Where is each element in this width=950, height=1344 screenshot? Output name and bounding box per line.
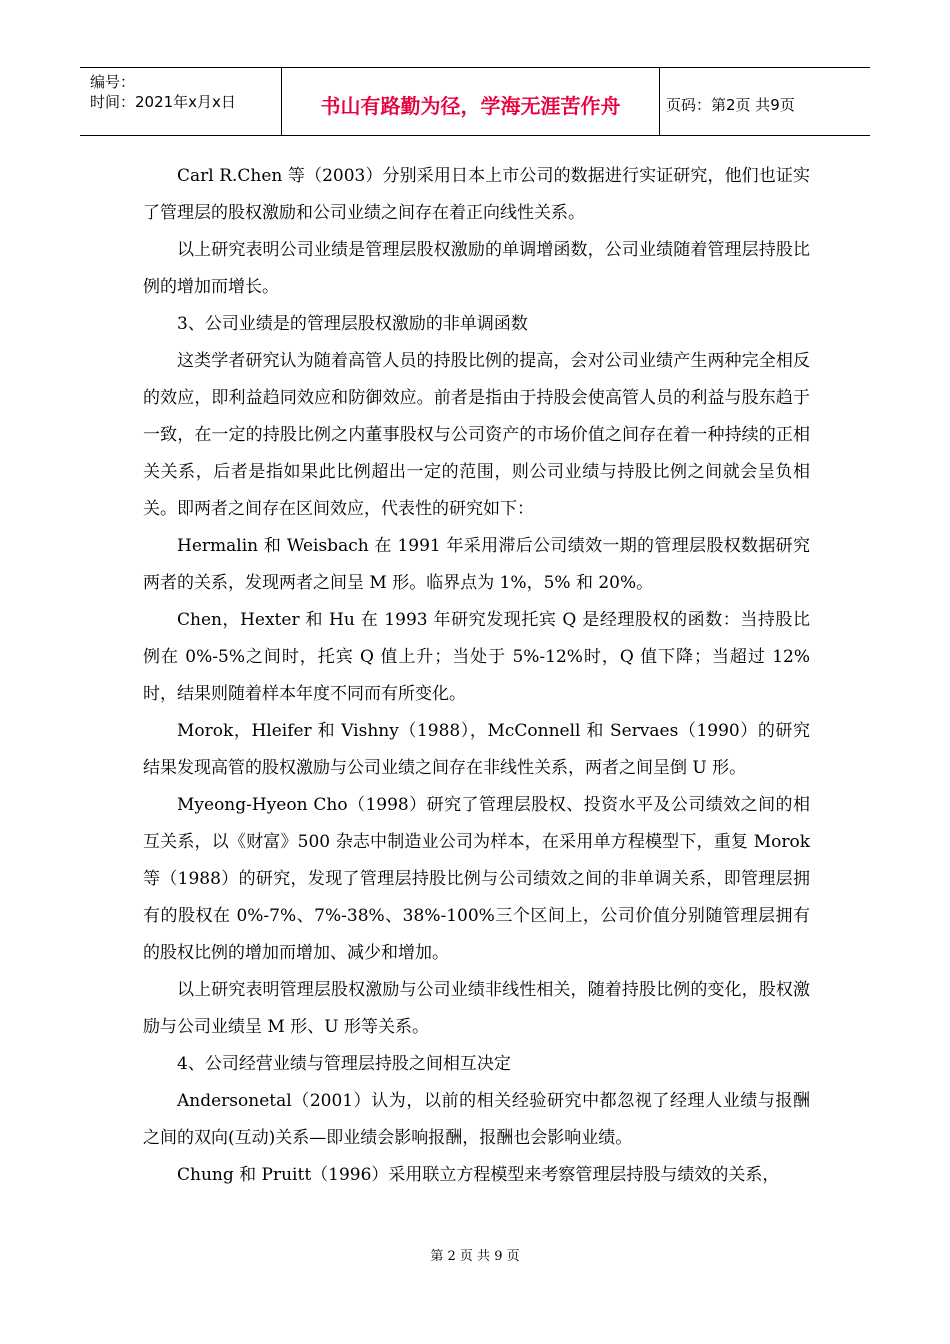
paragraph: 以上研究表明管理层股权激励与公司业绩非线性相关，随着持股比例的变化，股权激励与公司业绩呈 M 形、U 形等关系。 <box>143 980 810 1037</box>
paragraph: Hermalin 和 Weisbach 在 1991 年采用滞后公司绩效一期的管理层股权数据研究两者的关系，发现两者之间呈 M 形。临界点为 1%，5% 和 20%。 <box>143 536 810 593</box>
header-meta <box>80 68 282 135</box>
paragraph: Chen，Hexter 和 Hu 在 1993 年研究发现托宾 Q 是经理股权的函数：当持股比例在 0%-5%之间时，托宾 Q 值上升；当处于 5%-12%时，Q 值下降；当超过 12%时，结果则随着样本年度不同而有所变化。 <box>143 610 810 704</box>
section-heading: 4、公司经营业绩与管理层持股之间相互决定 <box>177 1054 511 1074</box>
paragraph: Andersonetal（2001）认为，以前的相关经验研究中都忽视了经理人业绩与报酬之间的双向(互动)关系—即业绩会影响报酬，报酬也会影响业绩。 <box>143 1091 810 1148</box>
paragraph: 这类学者研究认为随着高管人员的持股比例的提高，会对公司业绩产生两种完全相反的效应，即利益趋同效应和防御效应。前者是指由于持股会使高管人员的利益与股东趋于一致，在一定的持股比例之内董事股权与公司资产的市场价值之间存在着一种持续的正相关关系，后者是指如果此比例超出一定的范围，则公司业绩与持股比例之间就会呈负相关。即两者之间存在区间效应，代表性的研究如下： <box>143 351 810 519</box>
document-date: 时间：2021年x月x日 <box>90 93 236 111</box>
section-heading: 3、公司业绩是的管理层股权激励的非单调函数 <box>177 314 528 334</box>
paragraph: Morok，Hleifer 和 Vishny（1988），McConnell 和 Servaes（1990）的研究结果发现高管的股权激励与公司业绩之间存在非线性关系，两者之间呈倒 U 形。 <box>143 721 810 778</box>
document-code-label: 编号： <box>90 73 136 91</box>
paragraph: Chung 和 Pruitt（1996）采用联立方程模型来考察管理层持股与绩效的关系， <box>177 1165 780 1185</box>
page-footer: 第 2 页 共 9 页 <box>430 1249 520 1264</box>
header-page-info: 页码：第2页 共9页 <box>666 96 795 114</box>
document-body <box>143 158 810 1194</box>
paragraph: Myeong-Hyeon Cho（1998）研究了管理层股权、投资水平及公司绩效之间的相互关系，以《财富》500 杂志中制造业公司为样本，在采用单方程模型下，重复 Morok 等（1988）的研究，发现了管理层持股比例与公司绩效之间的非单调关系，即管理层拥有的股权在 0%-7%、7%-38%、38%-100%三个区间上，公司价值分别随管理层拥有的股权比例的增加而增加、减少和增加。 <box>143 795 810 963</box>
header-motto: 书山有路勤为径，学海无涯苦作舟 <box>282 68 660 135</box>
paragraph: Carl R.Chen 等（2003）分别采用日本上市公司的数据进行实证研究，他们也证实了管理层的股权激励和公司业绩之间存在着正向线性关系。 <box>143 166 810 223</box>
page-header <box>80 67 870 136</box>
paragraph: 以上研究表明公司业绩是管理层股权激励的单调增函数，公司业绩随着管理层持股比例的增加而增长。 <box>143 240 810 297</box>
